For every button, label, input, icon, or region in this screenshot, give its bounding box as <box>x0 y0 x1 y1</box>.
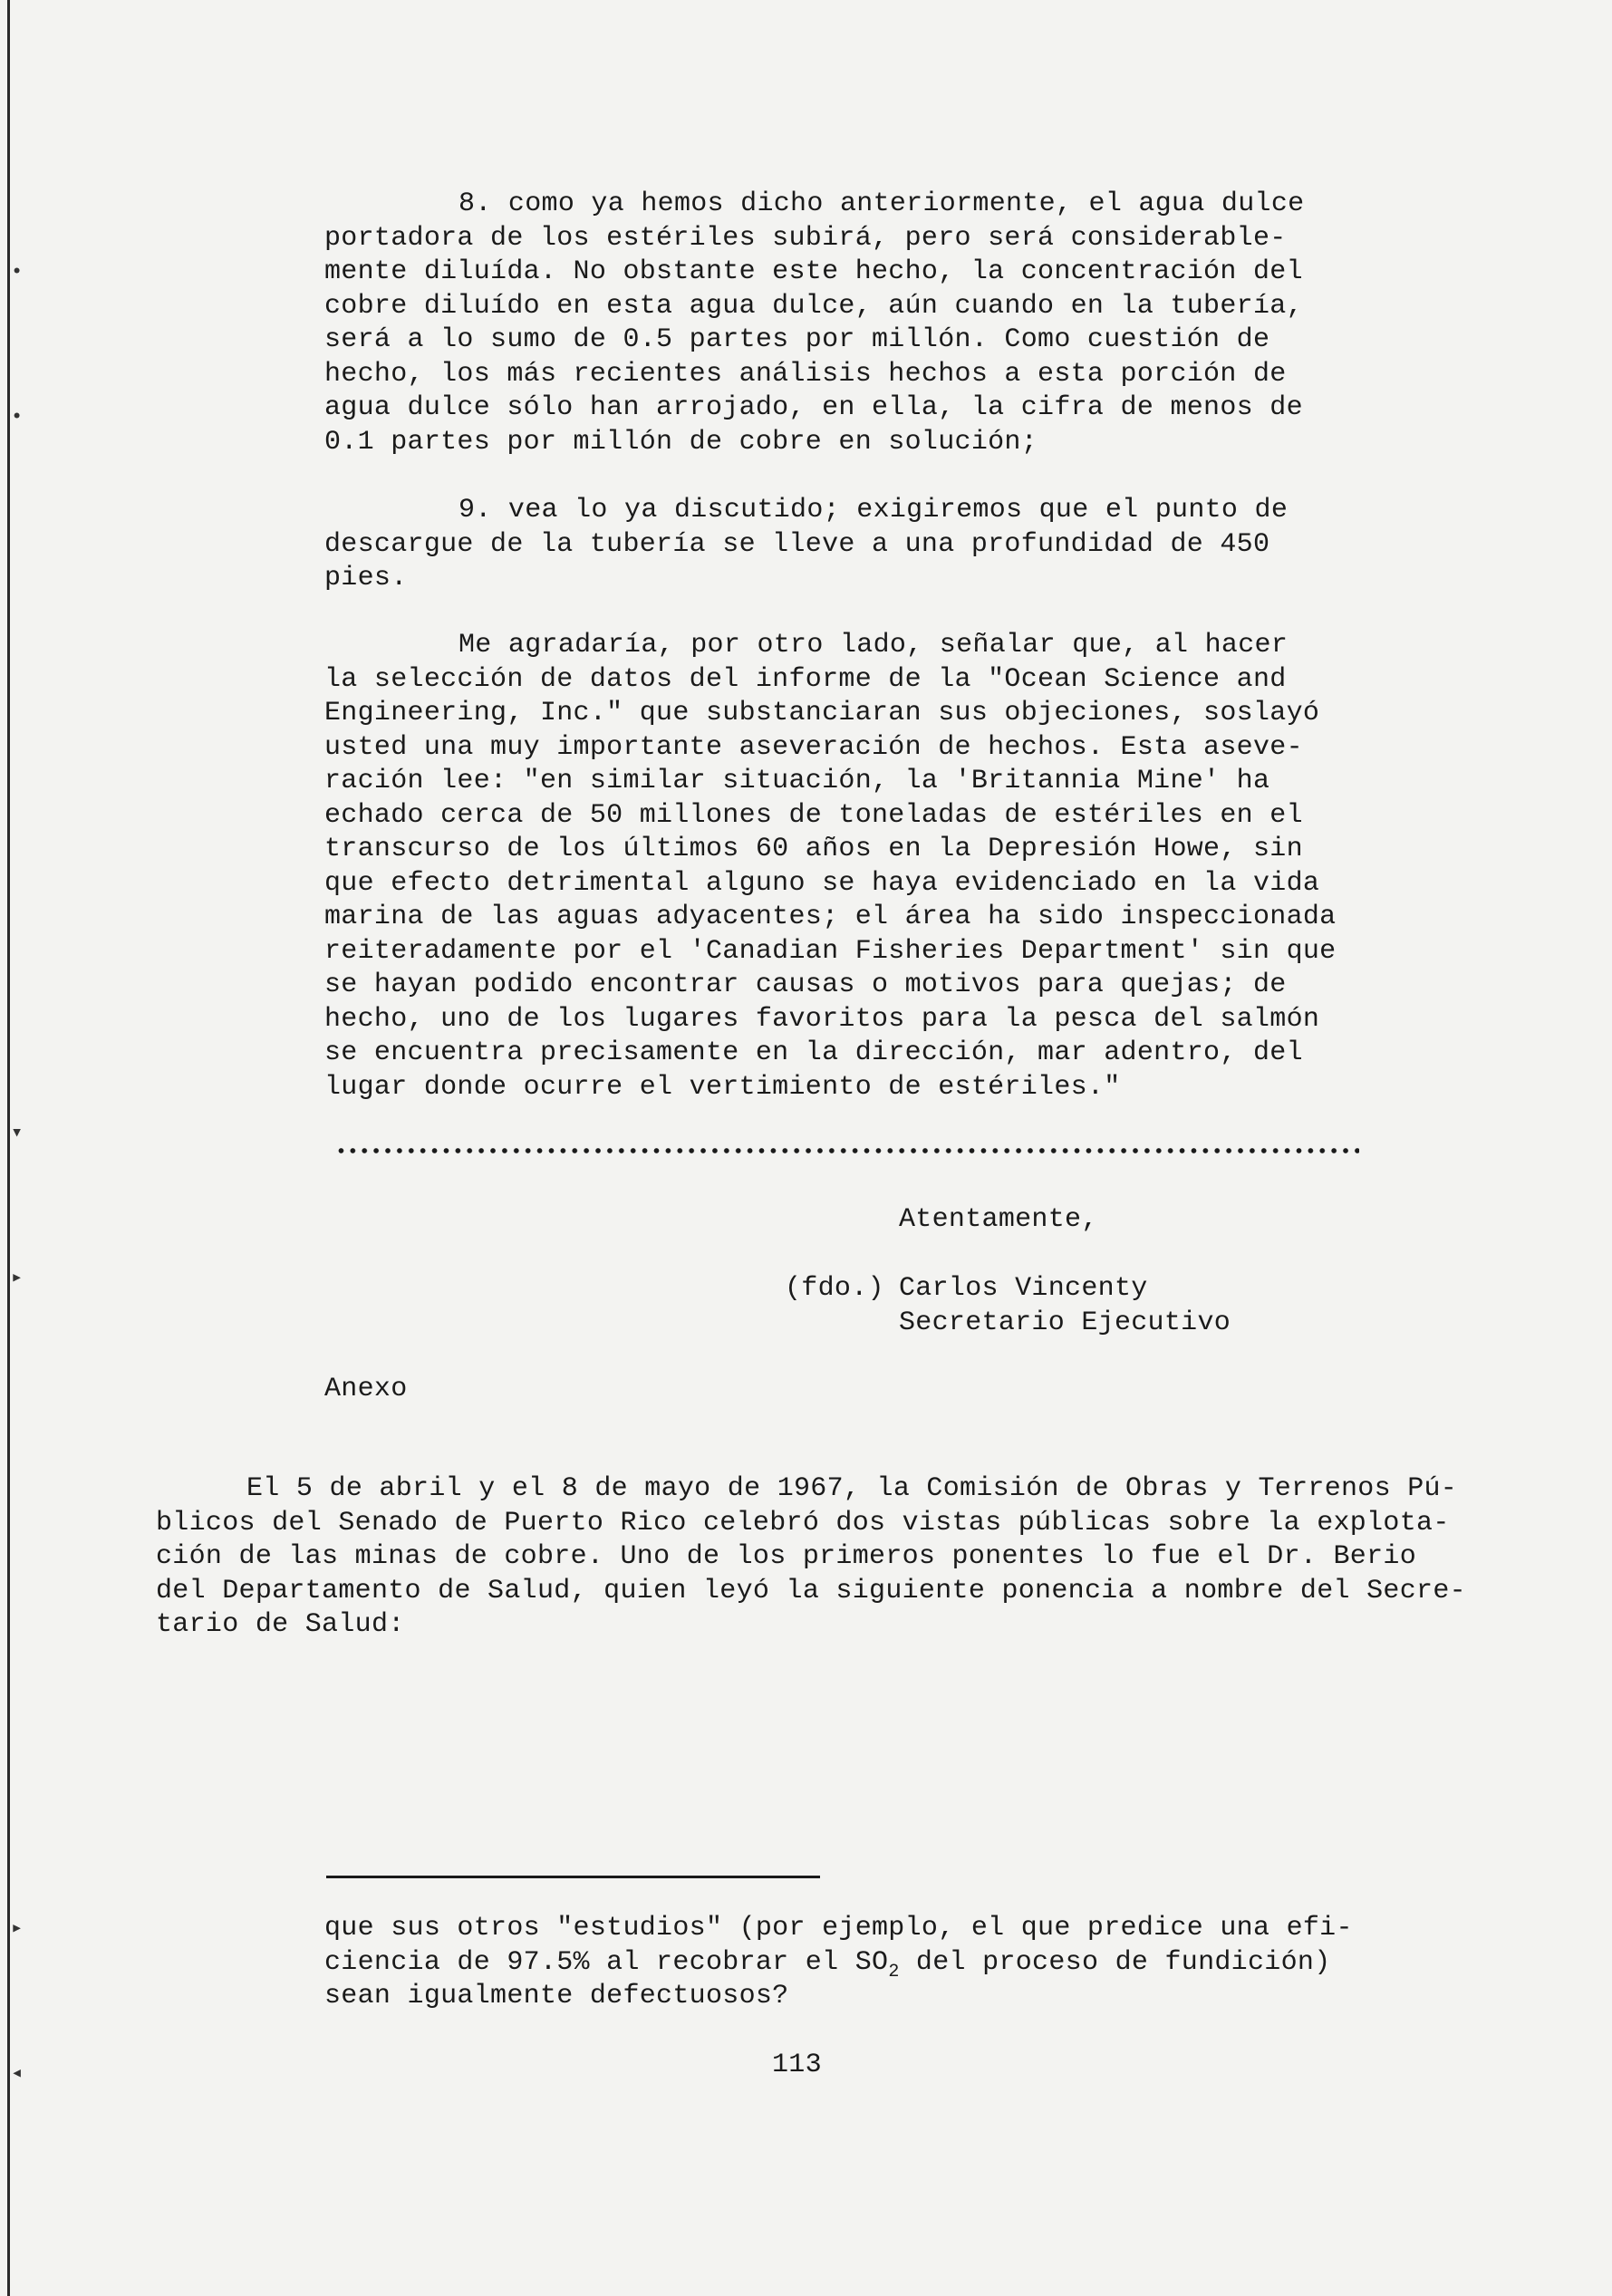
text-line: mente diluída. No obstante este hecho, la concentración del <box>324 256 1303 287</box>
text-line: lugar donde ocurre el vertimiento de estériles." <box>324 1071 1121 1103</box>
text-line: hecho, los más recientes análisis hechos a esta porción de <box>324 358 1287 390</box>
text-line: portadora de los estériles subirá, pero será considerable- <box>324 222 1287 254</box>
margin-mark: ▸ <box>11 1267 24 1289</box>
text-line: pies. <box>324 563 408 593</box>
text-line: Me agradaría, por otro lado, señalar que, al hacer <box>459 630 1289 661</box>
text-line: Engineering, Inc." que substanciaran sus objeciones, soslayó <box>324 698 1320 728</box>
text-line: 8. como ya hemos dicho anteriormente, el agua dulce <box>459 188 1305 219</box>
text-line: tario de Salud: <box>156 1609 405 1640</box>
text-line: que efecto detrimental alguno se haya evidenciado en la vida <box>324 867 1320 899</box>
text-line: blicos del Senado de Puerto Rico celebró dos vistas públicas sobre la explota- <box>156 1507 1450 1539</box>
footnote-text: ciencia de 97.5% al recobrar el SO <box>324 1946 889 1978</box>
page-number: 113 <box>772 2050 822 2080</box>
item-8-paragraph <box>324 188 1304 459</box>
text-line: agua dulce sólo han arrojado, en ella, la cifra de menos de <box>324 392 1303 423</box>
margin-mark: ▸ <box>11 1917 24 1940</box>
text-line: descargue de la tubería se lleve a una profundidad de 450 <box>324 528 1270 560</box>
text-line: 0.1 partes por millón de cobre en solución; <box>324 426 1038 458</box>
closing-salutation: Atentamente, <box>899 1204 1098 1235</box>
text-line: transcurso de los últimos 60 años en la Depresión Howe, sin <box>324 834 1303 864</box>
dotted-separator <box>335 1145 1359 1156</box>
footnote-line: sean igualmente defectuosos? <box>324 1981 789 2011</box>
margin-mark: ◂ <box>11 2062 24 2085</box>
text-line: marina de las aguas adyacentes; el área ha sido inspeccionada <box>324 902 1337 932</box>
footnote <box>324 1912 1353 2014</box>
signer-title: Secretario Ejecutivo <box>899 1307 1231 1338</box>
text-line: El 5 de abril y el 8 de mayo de 1967, la Comisión de Obras y Terrenos Pú- <box>246 1473 1458 1504</box>
text-line: se hayan podido encontrar causas o motivos para quejas; de <box>324 970 1287 1000</box>
text-line: cobre diluído en esta agua dulce, aún cuando en la tubería, <box>324 290 1303 322</box>
subscript: 2 <box>888 1961 900 1982</box>
text-line: se encuentra precisamente en la dirección, mar adentro, del <box>324 1037 1303 1068</box>
margin-mark: • <box>11 261 24 284</box>
text-line: 9. vea lo ya discutido; exigiremos que el punto de <box>459 495 1289 526</box>
signed-prefix: (fdo.) <box>785 1273 884 1304</box>
annex-paragraph <box>156 1472 1466 1643</box>
annex-label: Anexo <box>324 1374 408 1404</box>
footnote-line <box>324 1946 1353 1981</box>
signer-name: Carlos Vincenty <box>899 1273 1148 1304</box>
margin-mark: • <box>11 406 24 429</box>
text-line: del Departamento de Salud, quien leyó la siguiente ponencia a nombre del Secre- <box>156 1575 1466 1606</box>
text-line: la selección de datos del informe de la "Ocean Science and <box>324 663 1287 695</box>
margin-mark: ▾ <box>11 1122 24 1144</box>
footnote-line: que sus otros "estudios" (por ejemplo, el que predice una efi- <box>324 1913 1353 1944</box>
binding-edge-line <box>7 0 10 2296</box>
footnote-rule <box>326 1876 820 1878</box>
text-line: ción de las minas de cobre. Uno de los primeros ponentes lo fue el Dr. Berio <box>156 1541 1417 1572</box>
text-line: usted una muy importante aseveración de hechos. Esta aseve- <box>324 731 1303 763</box>
text-line: será a lo sumo de 0.5 partes por millón. Como cuestión de <box>324 324 1270 355</box>
text-line: echado cerca de 50 millones de toneladas de estériles en el <box>324 799 1303 831</box>
text-line: ración lee: "en similar situación, la 'Britannia Mine' ha <box>324 766 1270 796</box>
body-paragraph <box>324 629 1336 1105</box>
text-line: reiteradamente por el 'Canadian Fisheries Department' sin que <box>324 935 1337 967</box>
item-9-paragraph <box>324 494 1288 596</box>
footnote-text: del proceso de fundición) <box>899 1946 1331 1978</box>
text-line: hecho, uno de los lugares favoritos para la pesca del salmón <box>324 1003 1320 1035</box>
